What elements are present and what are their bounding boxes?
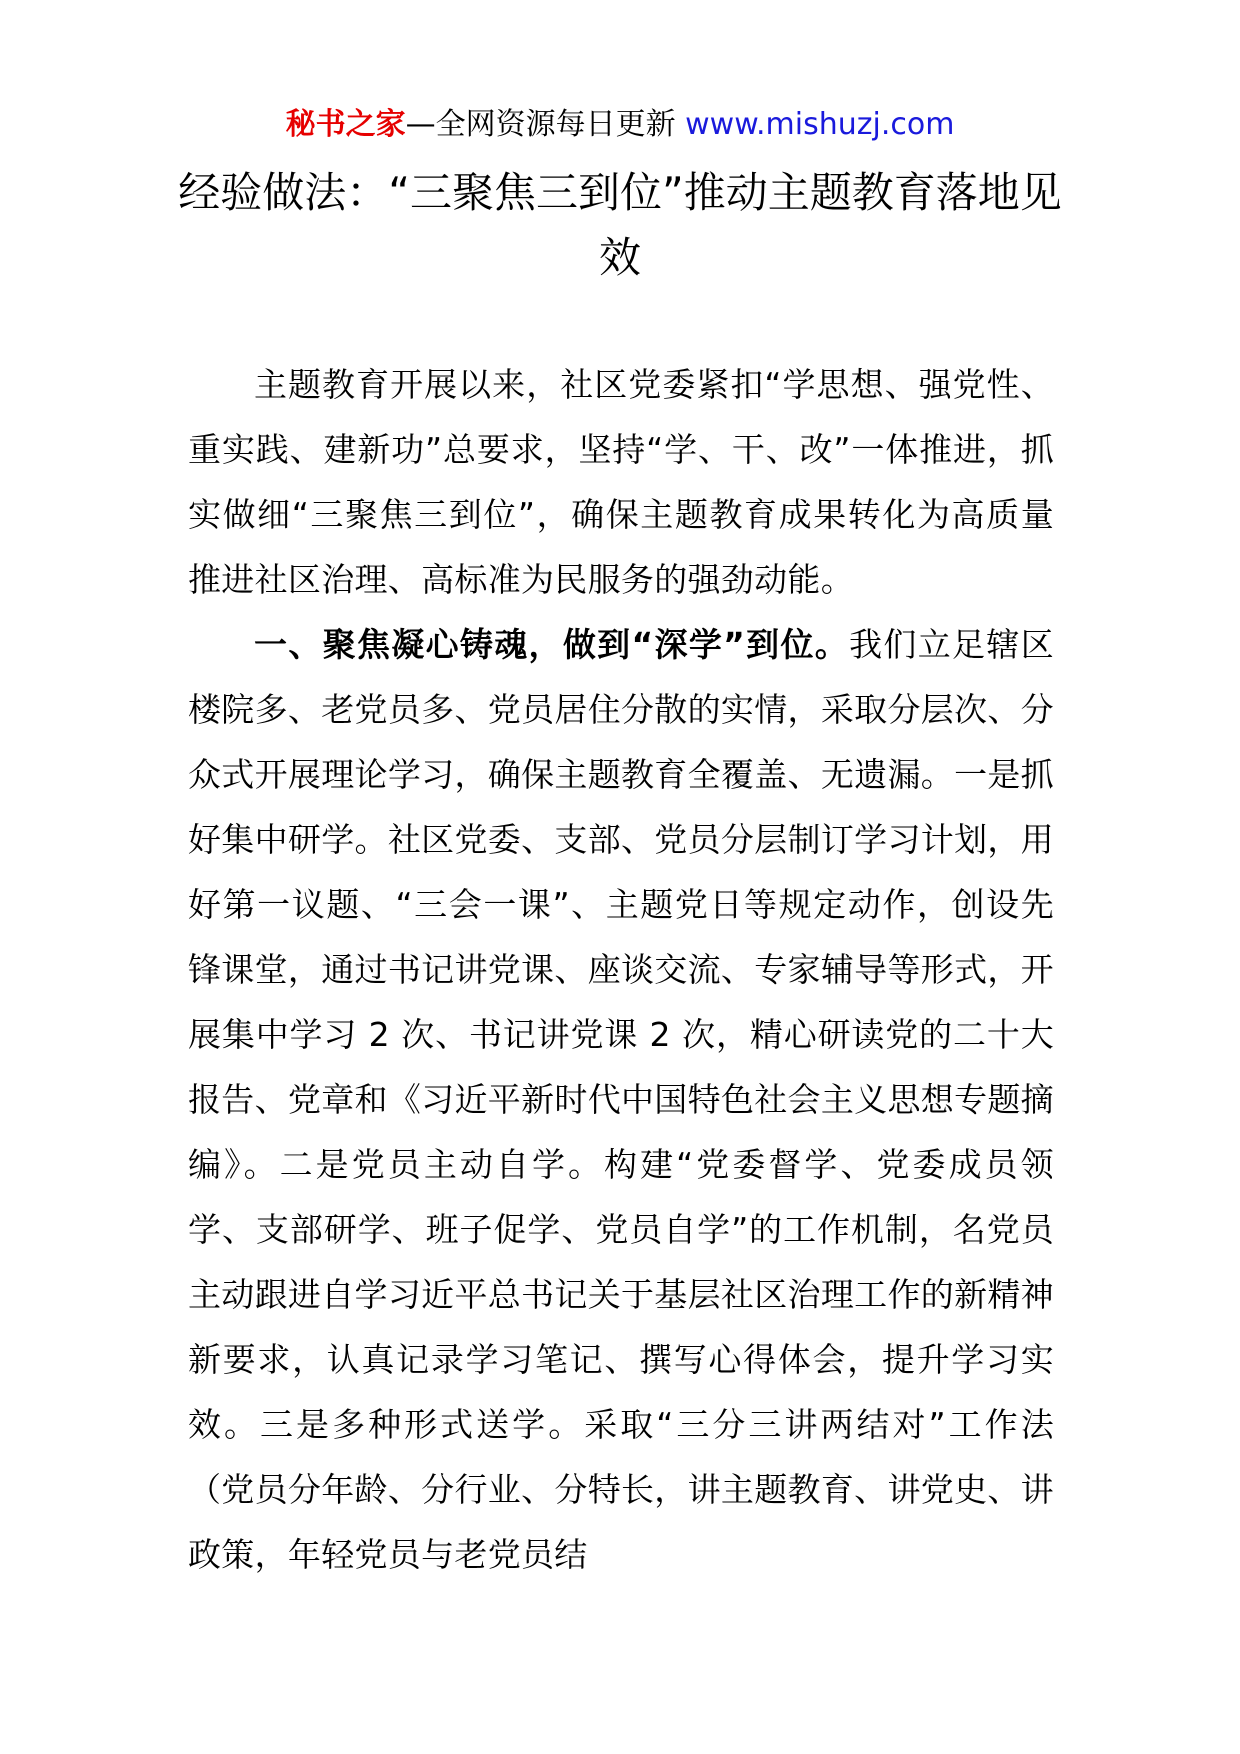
paragraph-section-one [188, 612, 1054, 1587]
site-header [0, 100, 1240, 150]
site-brand: 秘书之家 [285, 107, 406, 142]
paragraph-text: 我们立足辖区楼院多、老党员多、党员居住分散的实情，采取分层次、分众式开展理论学习，确保主题教育全覆盖、无遗漏。一是抓好集中研学。社区党委、支部、党员分层制订学习计划，用好第一议题、“三会一课”、主题党日等规定动作，创设先锋课堂，通过书记讲党课、座谈交流、专家辅导等形式，开展集中学习 2 次、书记讲党课 2 次，精心研读党的二十大报告、党章和《习近平新时代中国特色社会主义思想专题摘编》。二是党员主动自学。构建“党委督学、党委成员领学、支部研学、班子促学、党员自学”的工作机制，名党员主动跟进自学习近平总书记关于基层社区治理工作的新精神新要求，认真记录学习笔记、撰写心得体会，提升学习实效。三是多种形式送学。采取“三分三讲两结对”工作法（党员分年龄、分行业、分特长，讲主题教育、讲党史、讲政策，年轻党员与老党员结 [188, 625, 1054, 1574]
document-body [188, 352, 1054, 1587]
paragraph-lead: 一、聚焦凝心铸魂，做到“深学”到位。 [254, 625, 850, 664]
site-url-link[interactable]: www.mishuzj.com [685, 107, 955, 142]
paragraph-text: 主题教育开展以来，社区党委紧扣“学思想、强党性、重实践、建新功”总要求，坚持“学、干、改”一体推进，抓实做细“三聚焦三到位”，确保主题教育成果转化为高质量推进社区治理、高标准为民服务的强劲动能。 [188, 365, 1054, 599]
paragraph-intro [188, 352, 1054, 612]
document-title: 经验做法：“三聚焦三到位”推动主题教育落地见效 [178, 168, 1062, 282]
site-tagline: —全网资源每日更新 [405, 107, 686, 142]
